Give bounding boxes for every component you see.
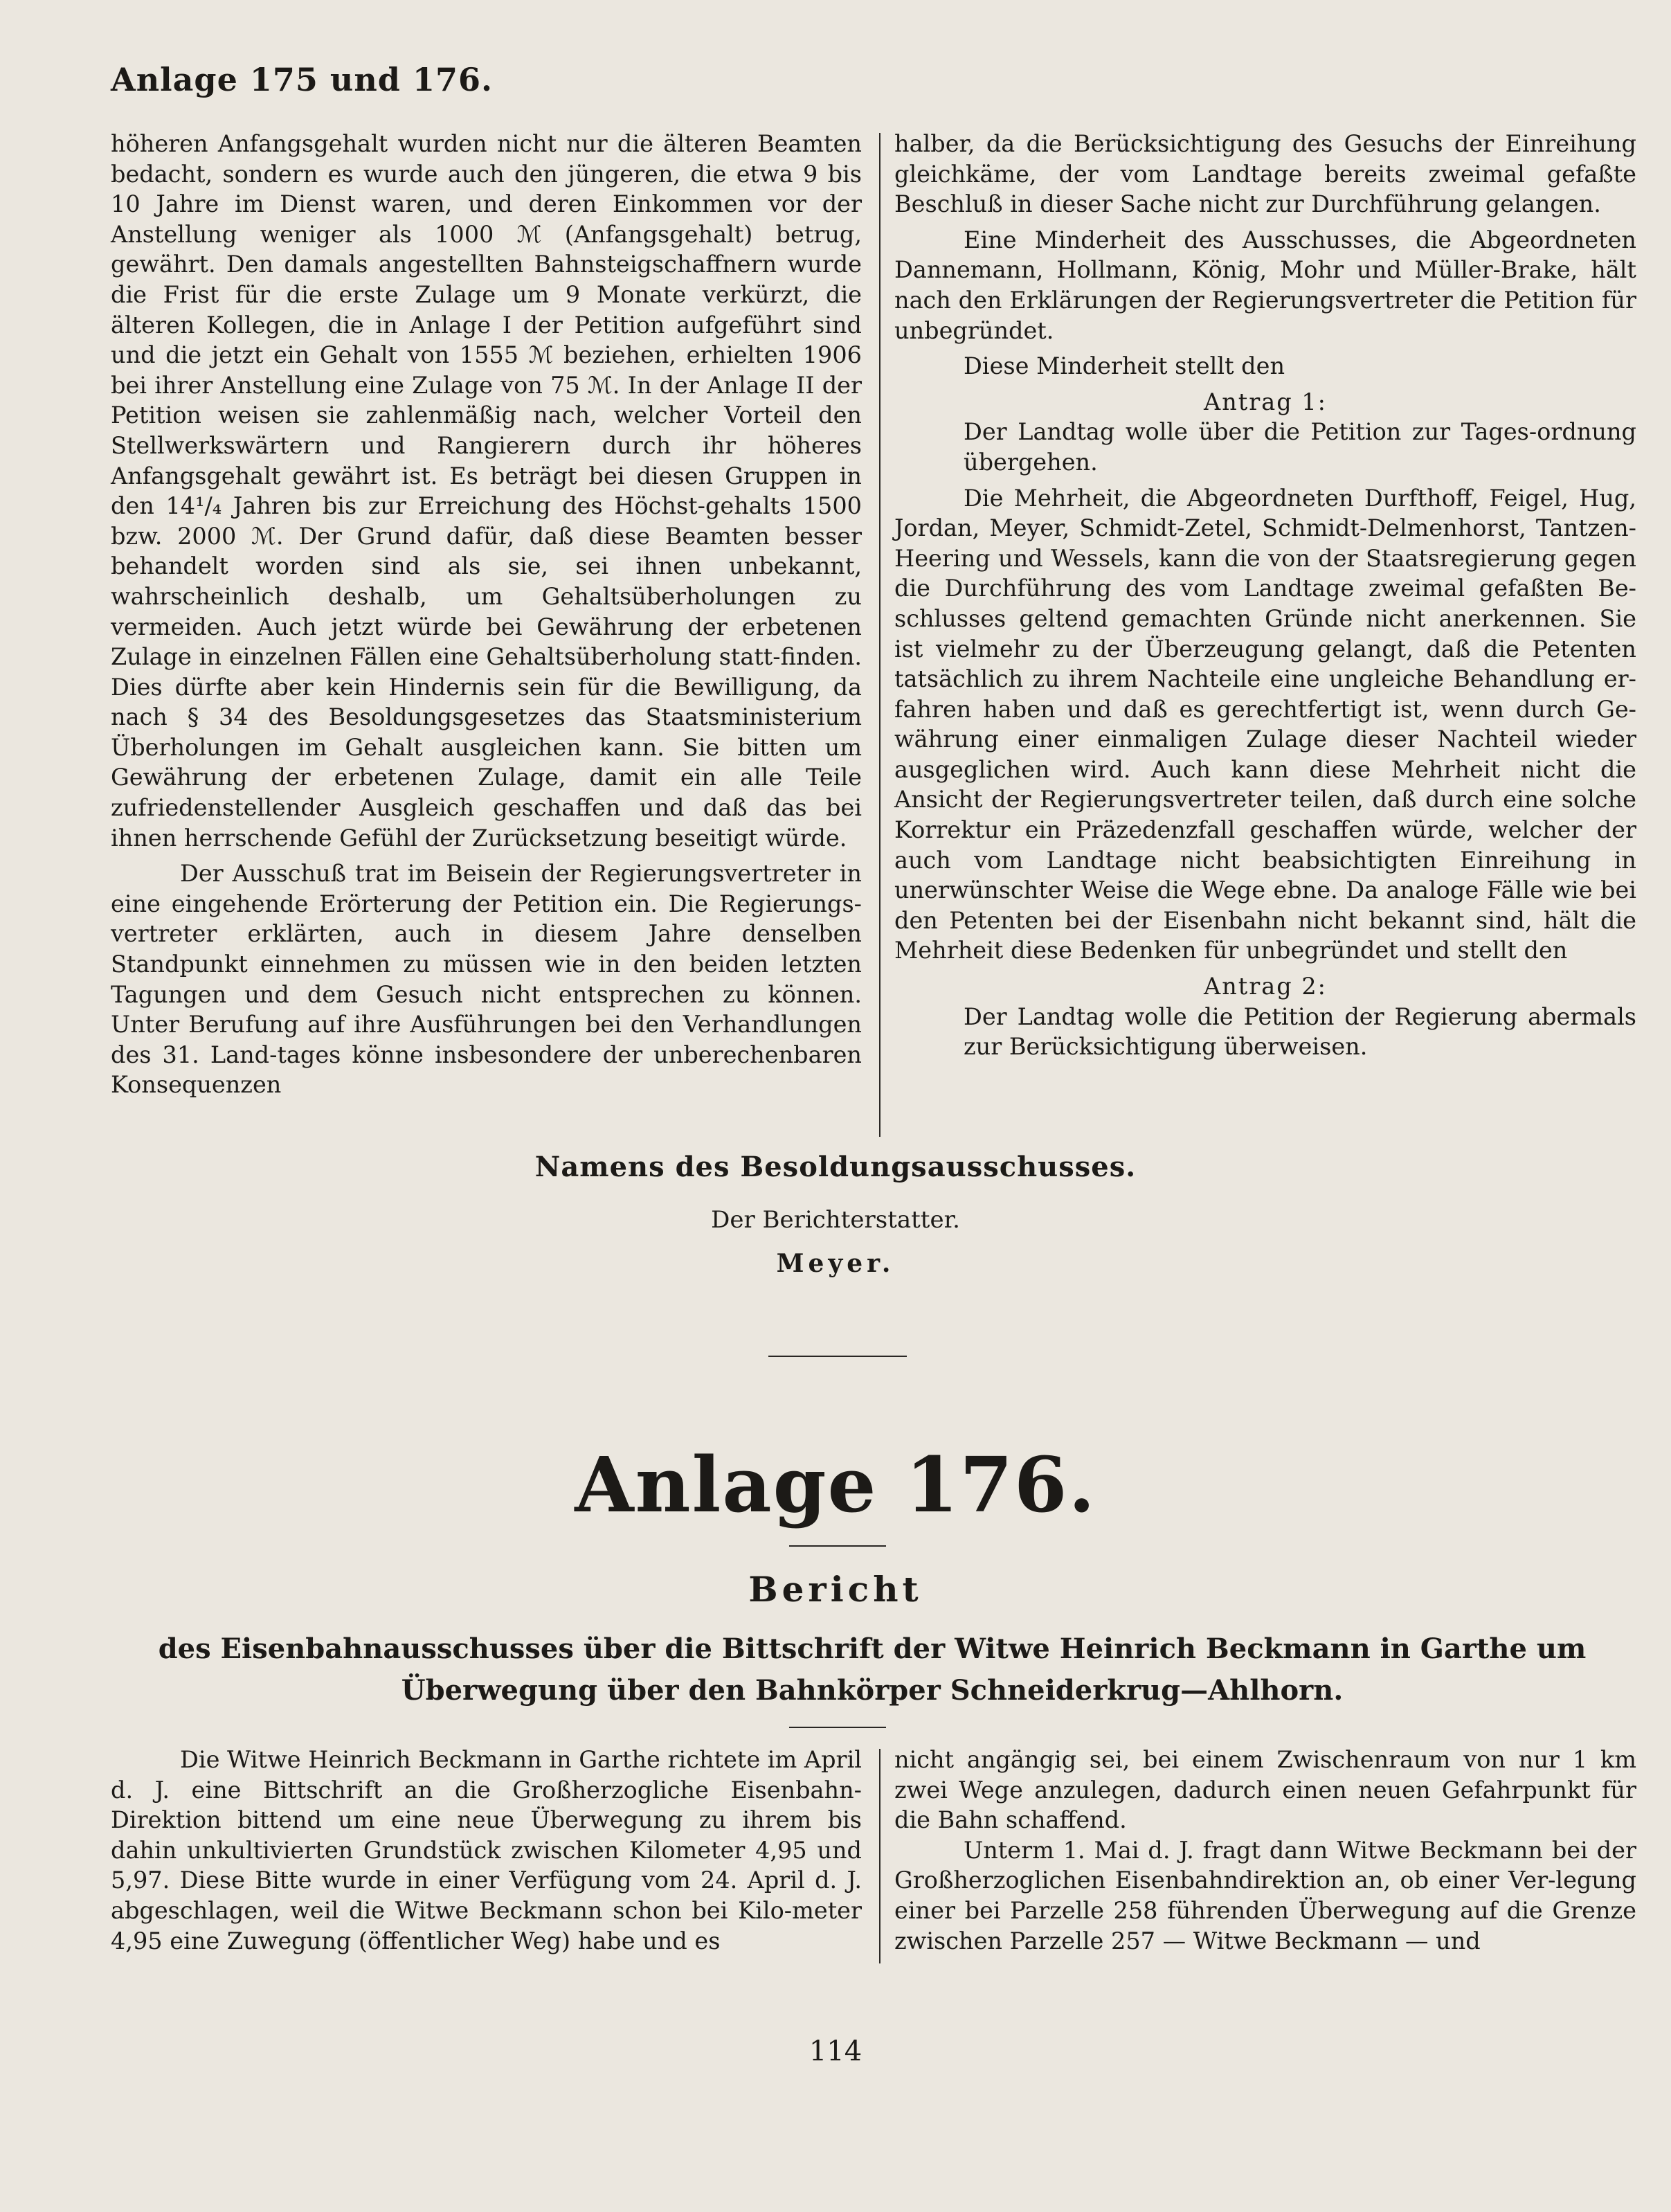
bericht-heading: Bericht	[748, 1569, 923, 1610]
left-paragraph-1: höheren Anfangsgehalt wurden nicht nur die älteren Beamten bedacht, sondern es wurde auch den jüngeren, die etwa 9 bis 10 Jahre im Dienst waren, und deren Einkommen vor der Anstellung weniger als 1000 ℳ (Anfangsgehalt) betrug, gewährt. Den damals angestellten Bahnsteigschaffnern wurde die Frist für die erste Zulage um 9 Monate verkürzt, die älteren Kollegen, die in Anlage I der Petition aufgeführt sind und die jetzt ein Gehalt von 1555 ℳ beziehen, erhielten 1906 bei ihrer Anstellung eine Zulage von 75 ℳ. In der Anlage II der Petition weisen sie zahlenmäßig nach, welcher Vorteil den Stellwerkswärtern und Rangierern durch ihr höheres Anfangsgehalt gewährt ist. Es beträgt bei diesen Gruppen in den 14¹/₄ Jahren bis zur Erreichung des Höchst-gehalts 1500 bzw. 2000 ℳ. Der Grund dafür, daß diese Beamten besser behandelt worden sind als sie, sei ihnen unbekannt, wahrscheinlich deshalb, um Gehaltsüberholungen zu vermeiden. Auch jetzt würde bei Gewährung der erbetenen Zulage in einzelnen Fällen eine Gehaltsüberholung statt-finden. Dies dürfte aber kein Hindernis sein für die Bewilligung, da nach § 34 des Besoldungsgesetzes das Staatsministerium Überholungen im Gehalt ausgleichen kann. Sie bitten um Gewährung der erbetenen Zulage, damit ein alle Teile zufriedenstellender Ausgleich geschaffen und daß das bei ihnen herrschende Gefühl der Zurücksetzung beseitigt würde.	[111, 130, 862, 852]
lower-right-paragraph-1: nicht angängig sei, bei einem Zwischenraum von nur 1 km zwei Wege anzulegen, dadurch einen neuen Gefahrpunkt für die Bahn schaffend.	[894, 1746, 1636, 1834]
lower-column-divider	[879, 1749, 880, 1963]
title-rule	[789, 1545, 886, 1547]
lower-left-column	[111, 1745, 862, 1956]
section-separator	[768, 1356, 907, 1357]
running-head: Anlage 175 und 176.	[111, 61, 493, 98]
lower-right-paragraph-2: Unterm 1. Mai d. J. fragt dann Witwe Beckmann bei der Großherzoglichen Eisenbahndirektion an, ob einer Ver-legung einer bei Parzelle 258 führenden Überwegung auf die Grenze zwischen Parzelle 257 — Witwe Beckmann — und	[894, 1836, 1636, 1954]
right-column	[894, 129, 1636, 1062]
right-paragraph-2: Eine Minderheit des Ausschusses, die Abgeordneten Dannemann, Hollmann, König, Mohr und Müller-Brake, hält nach den Erklärungen der Regierungsvertreter die Petition für unbegründet.	[894, 226, 1636, 344]
right-paragraph-3: Diese Minderheit stellt den	[964, 352, 1285, 380]
left-paragraph-2: Der Ausschuß trat im Beisein der Regierungsvertreter in eine eingehende Erörterung der Petition ein. Die Regierungs-vertreter erklärten, auch in diesem Jahre denselben Standpunkt einnehmen zu müssen wie in den beiden letzten Tagungen und dem Gesuch nicht entsprechen zu können. Unter Berufung auf ihre Ausführungen bei den Verhandlungen des 31. Land-tages könne insbesondere der unberechenbaren Konsequenzen	[111, 860, 862, 1099]
signature-role: Der Berichterstatter.	[711, 1206, 960, 1234]
subtitle-rule	[789, 1727, 886, 1728]
signature-name: Meyer.	[776, 1249, 895, 1278]
lower-left-paragraph: Die Witwe Heinrich Beckmann in Garthe richtete im April d. J. eine Bittschrift an die Großherzogliche Eisenbahn-Direktion bittend um eine neue Überwegung zu ihrem bis dahin unkultivierten Grundstück zwischen Kilometer 4,95 und 5,97. Diese Bitte wurde in einer Verfügung vom 24. April d. J. abgeschlagen, weil die Witwe Beckmann schon bei Kilo-meter 4,95 eine Zuwegung (öffentlicher Weg) habe und es	[111, 1746, 862, 1954]
antrag-2-text: Der Landtag wolle die Petition der Regierung abermals zur Berücksichtigung überweisen.	[964, 1002, 1636, 1061]
column-divider	[879, 133, 880, 1137]
left-column	[111, 129, 862, 1100]
antrag-2-heading: Antrag 2:	[1204, 973, 1327, 1000]
right-paragraph-4: Die Mehrheit, die Abgeordneten Durfthoff, Feigel, Hug, Jordan, Meyer, Schmidt-Zetel, Schmidt-Delmenhorst, Tantzen-Heering und Wessels, kann die von der Staatsregierung gegen die Durchführung des vom Landtage zweimal gefaßten Be-schlusses geltend gemachten Gründe nicht anerkennen. Sie ist vielmehr zu der Überzeugung gelangt, daß die Petenten tatsächlich zu ihrem Nachteile eine ungleiche Behandlung er-fahren haben und daß es gerechtfertigt ist, wenn durch Ge-währung einer einmaligen Zulage dieser Nachteil wieder ausgeglichen wird. Auch kann diese Mehrheit nicht die Ansicht der Regierungsvertreter teilen, daß durch eine solche Korrektur ein Präzedenzfall geschaffen würde, welcher der auch vom Landtage nicht beabsichtigten Einreihung in unerwünschter Weise die Wege ebne. Da analoge Fälle wie bei den Petenten bei der Eisenbahn nicht bekannt sind, hält die Mehrheit diese Bedenken für unbegründet und stellt den	[894, 484, 1636, 964]
right-paragraph-1: halber, da die Berücksichtigung des Gesuchs der Einreihung gleichkäme, der vom Landtage bereits zweimal gefaßte Beschluß in dieser Sache nicht zur Durchführung gelangen.	[894, 130, 1636, 218]
anlage-title: Anlage 176.	[575, 1440, 1096, 1529]
bericht-subtitle: des Eisenbahnausschusses über die Bittschrift der Witwe Heinrich Beckmann in Garthe um Überwegung über den Bahnkörper Schneiderkrug—Ahlhorn.	[158, 1633, 1587, 1707]
signature-committee: Namens des Besoldungsausschusses.	[534, 1151, 1137, 1183]
antrag-1-text: Der Landtag wolle über die Petition zur Tages-ordnung übergehen.	[964, 418, 1636, 476]
page-number: 114	[809, 2035, 862, 2067]
lower-right-column	[894, 1745, 1636, 1956]
antrag-1-heading: Antrag 1:	[1204, 388, 1327, 415]
